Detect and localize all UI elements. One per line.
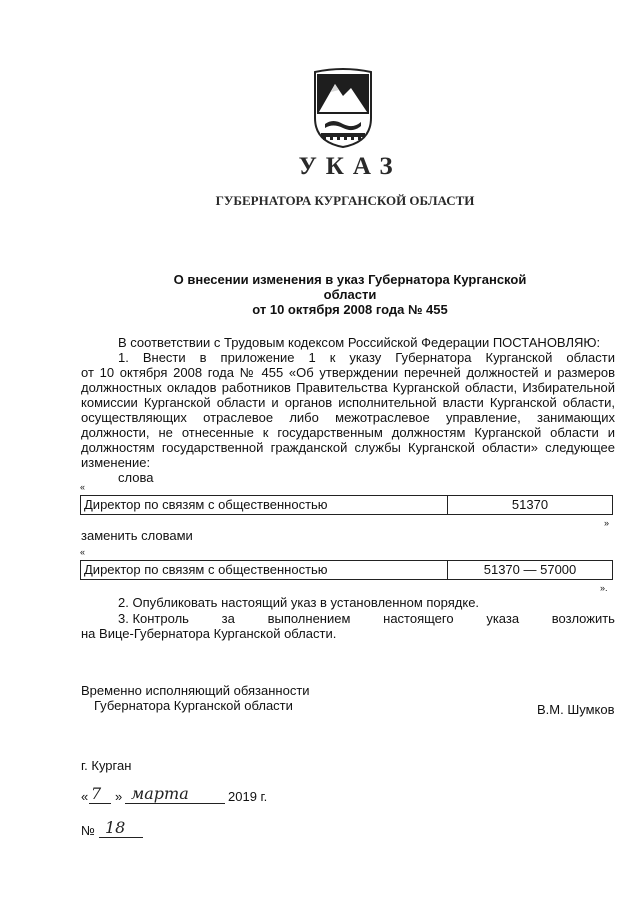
item-3-paragraph: на Вице-Губернатора Курганской области.	[81, 626, 337, 641]
old-position-cell: Директор по связям с общественностью	[81, 496, 448, 514]
new-salary-cell: 51370 — 57000	[483, 562, 577, 577]
old-position-table	[80, 495, 613, 515]
close-quote-period: ».	[600, 583, 608, 593]
city: г. Курган	[81, 758, 132, 773]
new-position-cell: Директор по связям с общественностью	[81, 561, 448, 579]
intro-paragraph: В соответствии с Трудовым кодексом Российской Федерации ПОСТАНОВЛЯЮ:	[118, 335, 601, 350]
document-body	[81, 335, 615, 485]
date-day: 7	[91, 784, 102, 803]
number-label: №	[81, 823, 95, 838]
item-1-paragraph: от 10 октября 2008 года № 455 «Об утверждении перечней должностей и размеров должностных окладов работников Правительства Курганской области, Избирательной комиссии Курганской области и органов исполнительной власти Курганской области, осуществляющих отраслевое либо межотраслевое управление, занимающих должности, не отнесенные к государственным должностям Курганской области и должностям государственной гражданской службы Курганской области» следующее изменение:	[81, 365, 615, 470]
item-3-first-line: 3. Контроль за выполнением настоящего указа возложить	[118, 611, 615, 626]
open-quote: «	[80, 482, 86, 492]
signatory-name: В.М. Шумков	[537, 702, 615, 717]
document-heading	[150, 272, 550, 317]
document-number	[81, 818, 161, 842]
old-salary-cell: 51370	[511, 497, 549, 512]
new-position-table	[80, 560, 613, 580]
heading-line-2: от 10 октября 2008 года № 455	[252, 302, 448, 317]
number-value: 18	[105, 818, 126, 837]
signatory-role-line-2: Губернатора Курганской области	[94, 698, 293, 713]
open-quote-2: «	[80, 547, 86, 557]
document-title: УКАЗ	[298, 153, 402, 180]
date-line: « 7 » марта 2019 г.	[81, 784, 268, 804]
item-2-paragraph: 2. Опубликовать настоящий указ в установленном порядке.	[118, 595, 480, 610]
date-month: марта	[131, 784, 189, 803]
replace-label: заменить словами	[81, 528, 193, 543]
words-label: слова	[118, 470, 154, 485]
coat-of-arms-icon	[311, 66, 375, 148]
heading-line-1: О внесении изменения в указ Губернатора Курганской области	[173, 272, 527, 302]
signatory-role-line-1: Временно исполняющий обязанности	[81, 683, 310, 698]
date-year: 2019 г.	[228, 789, 268, 804]
close-quote: »	[604, 518, 610, 528]
item-1-first-line: 1. Внести в приложение 1 к указу Губернатора Курганской области	[118, 350, 615, 365]
document-subtitle: ГУБЕРНАТОРА КУРГАНСКОЙ ОБЛАСТИ	[215, 193, 475, 208]
